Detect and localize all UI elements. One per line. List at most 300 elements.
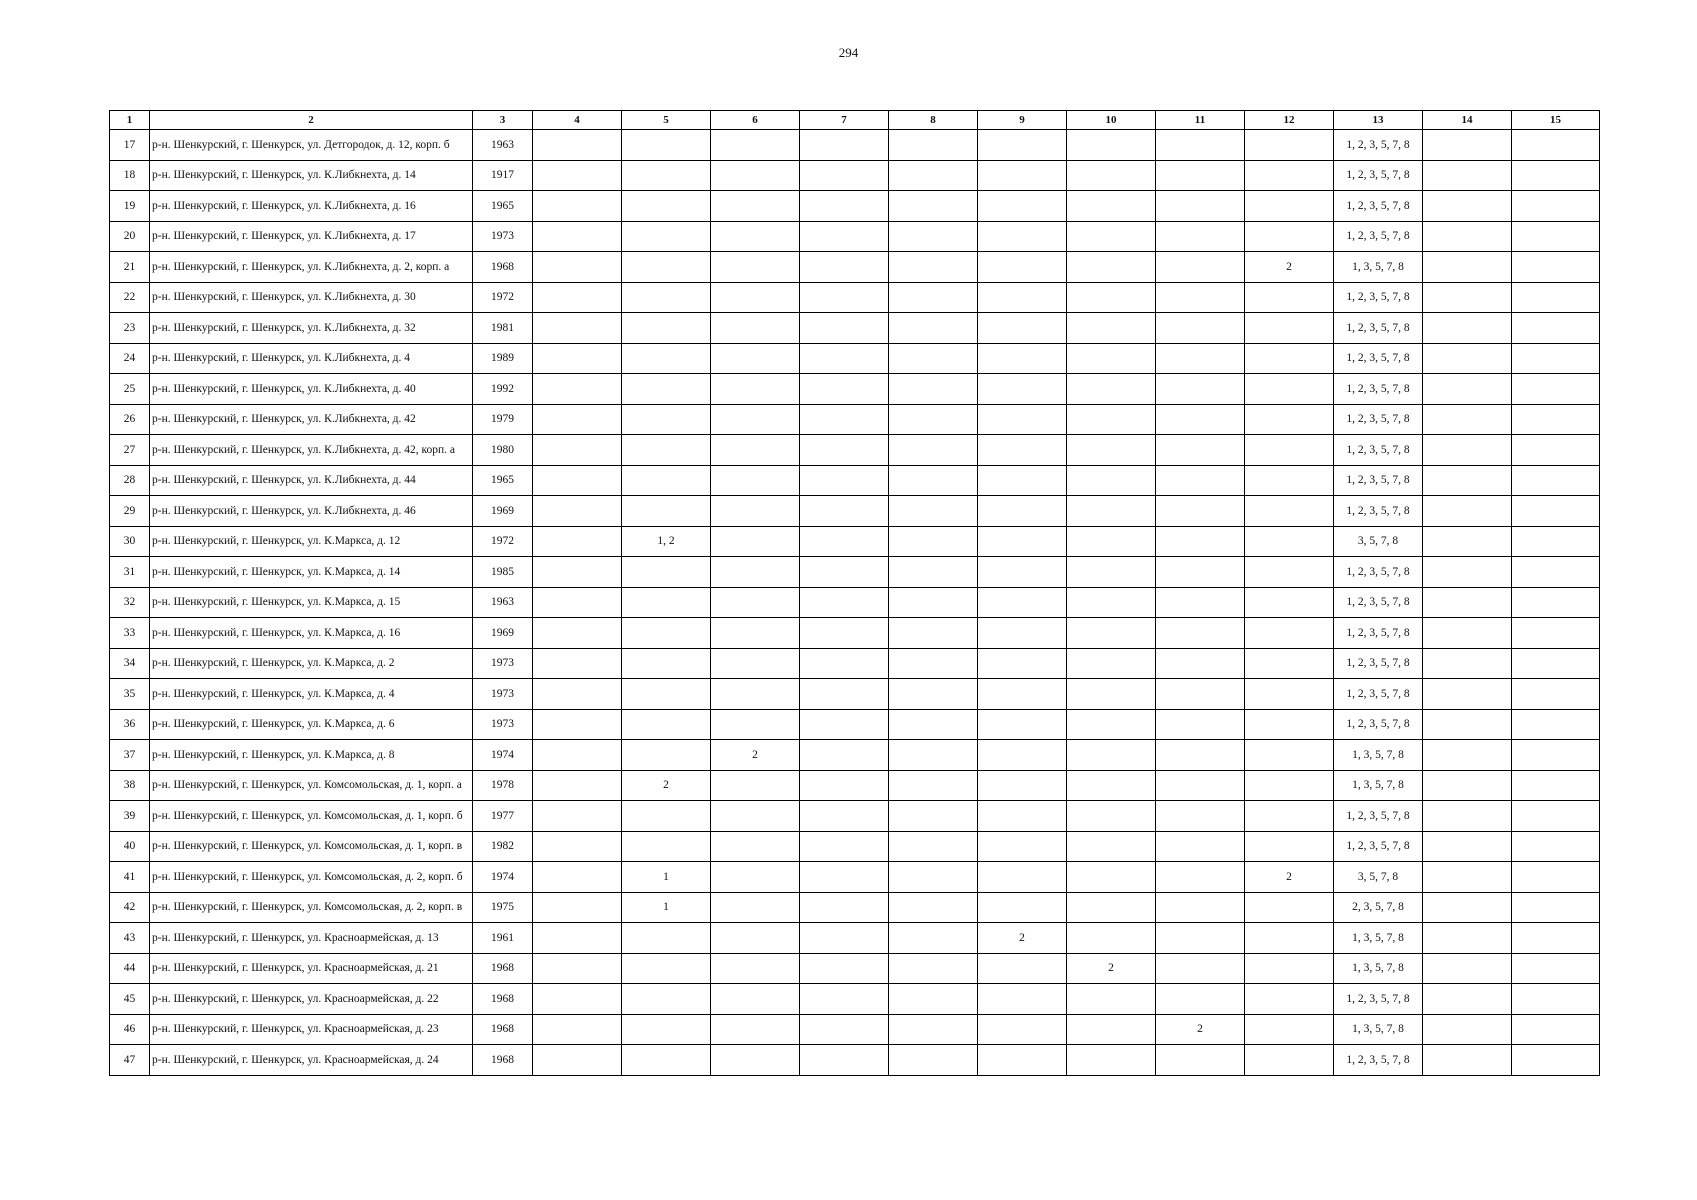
col13-cell: 1, 2, 3, 5, 7, 8 — [1334, 160, 1423, 191]
col6-cell — [711, 404, 800, 435]
col15-cell — [1512, 282, 1600, 313]
col12-cell — [1245, 313, 1334, 344]
col9-cell — [978, 160, 1067, 191]
col10-cell: 2 — [1067, 953, 1156, 984]
col6-cell — [711, 862, 800, 893]
year-cell: 1985 — [473, 557, 533, 588]
col13-cell: 1, 2, 3, 5, 7, 8 — [1334, 435, 1423, 466]
col4-cell — [533, 618, 622, 649]
col6-cell — [711, 648, 800, 679]
column-header: 5 — [622, 111, 711, 130]
year-cell: 1992 — [473, 374, 533, 405]
col10-cell — [1067, 221, 1156, 252]
col6-cell — [711, 953, 800, 984]
table-row — [110, 191, 1600, 222]
col13-cell: 1, 3, 5, 7, 8 — [1334, 923, 1423, 954]
col6-cell — [711, 770, 800, 801]
col8-cell — [889, 252, 978, 283]
col8-cell — [889, 160, 978, 191]
address-cell: р-н. Шенкурский, г. Шенкурск, ул. Детгородок, д. 12, корп. б — [150, 130, 473, 161]
year-cell: 1980 — [473, 435, 533, 466]
col11-cell — [1156, 160, 1245, 191]
col5-cell — [622, 618, 711, 649]
col6-cell: 2 — [711, 740, 800, 771]
year-cell: 1917 — [473, 160, 533, 191]
col10-cell — [1067, 709, 1156, 740]
col11-cell — [1156, 831, 1245, 862]
col5-cell — [622, 252, 711, 283]
col5-cell — [622, 740, 711, 771]
col7-cell — [800, 709, 889, 740]
address-cell: р-н. Шенкурский, г. Шенкурск, ул. К.Либкнехта, д. 46 — [150, 496, 473, 527]
col15-cell — [1512, 130, 1600, 161]
year-cell: 1969 — [473, 496, 533, 527]
address-cell: р-н. Шенкурский, г. Шенкурск, ул. К.Либкнехта, д. 44 — [150, 465, 473, 496]
col8-cell — [889, 404, 978, 435]
col11-cell — [1156, 496, 1245, 527]
col15-cell — [1512, 252, 1600, 283]
year-cell: 1968 — [473, 252, 533, 283]
col5-cell — [622, 1045, 711, 1076]
table-row — [110, 1014, 1600, 1045]
column-header: 9 — [978, 111, 1067, 130]
col9-cell — [978, 313, 1067, 344]
col14-cell — [1423, 587, 1512, 618]
col10-cell — [1067, 770, 1156, 801]
col7-cell — [800, 435, 889, 466]
col6-cell — [711, 923, 800, 954]
col5-cell — [622, 557, 711, 588]
col5-cell — [622, 282, 711, 313]
col6-cell — [711, 252, 800, 283]
col15-cell — [1512, 831, 1600, 862]
table-row — [110, 404, 1600, 435]
col7-cell — [800, 953, 889, 984]
year-cell: 1969 — [473, 618, 533, 649]
col6-cell — [711, 130, 800, 161]
col4-cell — [533, 374, 622, 405]
col11-cell — [1156, 679, 1245, 710]
col8-cell — [889, 435, 978, 466]
col7-cell — [800, 984, 889, 1015]
col12-cell — [1245, 282, 1334, 313]
col13-cell: 1, 2, 3, 5, 7, 8 — [1334, 282, 1423, 313]
col12-cell — [1245, 1014, 1334, 1045]
table-row — [110, 221, 1600, 252]
col10-cell — [1067, 984, 1156, 1015]
col4-cell — [533, 709, 622, 740]
col11-cell — [1156, 282, 1245, 313]
col13-cell: 1, 2, 3, 5, 7, 8 — [1334, 709, 1423, 740]
year-cell: 1989 — [473, 343, 533, 374]
col5-cell — [622, 374, 711, 405]
col9-cell — [978, 435, 1067, 466]
year-cell: 1963 — [473, 587, 533, 618]
col15-cell — [1512, 404, 1600, 435]
col5-cell — [622, 313, 711, 344]
col6-cell — [711, 587, 800, 618]
col9-cell — [978, 526, 1067, 557]
col9-cell — [978, 770, 1067, 801]
col8-cell — [889, 1014, 978, 1045]
col15-cell — [1512, 1014, 1600, 1045]
col15-cell — [1512, 557, 1600, 588]
col13-cell: 1, 2, 3, 5, 7, 8 — [1334, 801, 1423, 832]
col12-cell — [1245, 770, 1334, 801]
table-row — [110, 770, 1600, 801]
col15-cell — [1512, 953, 1600, 984]
table-row — [110, 618, 1600, 649]
col13-cell: 1, 2, 3, 5, 7, 8 — [1334, 831, 1423, 862]
col10-cell — [1067, 1045, 1156, 1076]
col4-cell — [533, 648, 622, 679]
col7-cell — [800, 404, 889, 435]
col11-cell — [1156, 404, 1245, 435]
col7-cell — [800, 465, 889, 496]
table-row — [110, 313, 1600, 344]
col15-cell — [1512, 770, 1600, 801]
col10-cell — [1067, 801, 1156, 832]
col15-cell — [1512, 862, 1600, 893]
col12-cell — [1245, 648, 1334, 679]
col11-cell — [1156, 618, 1245, 649]
address-cell: р-н. Шенкурский, г. Шенкурск, ул. К.Либкнехта, д. 14 — [150, 160, 473, 191]
col11-cell — [1156, 557, 1245, 588]
table-row — [110, 435, 1600, 466]
col4-cell — [533, 1014, 622, 1045]
row-number-cell: 25 — [110, 374, 150, 405]
col15-cell — [1512, 679, 1600, 710]
row-number-cell: 24 — [110, 343, 150, 374]
col10-cell — [1067, 282, 1156, 313]
col13-cell: 3, 5, 7, 8 — [1334, 526, 1423, 557]
col4-cell — [533, 252, 622, 283]
col15-cell — [1512, 709, 1600, 740]
col10-cell — [1067, 862, 1156, 893]
col12-cell — [1245, 526, 1334, 557]
col6-cell — [711, 892, 800, 923]
col10-cell — [1067, 892, 1156, 923]
col10-cell — [1067, 496, 1156, 527]
col11-cell — [1156, 740, 1245, 771]
col10-cell — [1067, 465, 1156, 496]
col5-cell — [622, 435, 711, 466]
col13-cell: 1, 2, 3, 5, 7, 8 — [1334, 587, 1423, 618]
col15-cell — [1512, 496, 1600, 527]
row-number-cell: 21 — [110, 252, 150, 283]
col10-cell — [1067, 923, 1156, 954]
address-cell: р-н. Шенкурский, г. Шенкурск, ул. Комсомольская, д. 1, корп. в — [150, 831, 473, 862]
row-number-cell: 31 — [110, 557, 150, 588]
col4-cell — [533, 1045, 622, 1076]
col12-cell: 2 — [1245, 862, 1334, 893]
col14-cell — [1423, 465, 1512, 496]
col15-cell — [1512, 740, 1600, 771]
year-cell: 1968 — [473, 1014, 533, 1045]
row-number-cell: 47 — [110, 1045, 150, 1076]
col15-cell — [1512, 465, 1600, 496]
column-header: 8 — [889, 111, 978, 130]
col14-cell — [1423, 953, 1512, 984]
col11-cell — [1156, 313, 1245, 344]
col13-cell: 1, 2, 3, 5, 7, 8 — [1334, 984, 1423, 1015]
col13-cell: 1, 2, 3, 5, 7, 8 — [1334, 404, 1423, 435]
col9-cell — [978, 984, 1067, 1015]
row-number-cell: 40 — [110, 831, 150, 862]
row-number-cell: 32 — [110, 587, 150, 618]
col8-cell — [889, 496, 978, 527]
col12-cell — [1245, 801, 1334, 832]
year-cell: 1977 — [473, 801, 533, 832]
table-row — [110, 130, 1600, 161]
col9-cell — [978, 496, 1067, 527]
col5-cell — [622, 801, 711, 832]
col13-cell: 1, 3, 5, 7, 8 — [1334, 953, 1423, 984]
col13-cell: 1, 2, 3, 5, 7, 8 — [1334, 313, 1423, 344]
col8-cell — [889, 557, 978, 588]
col5-cell — [622, 984, 711, 1015]
table-row — [110, 892, 1600, 923]
year-cell: 1975 — [473, 892, 533, 923]
col9-cell — [978, 648, 1067, 679]
col8-cell — [889, 953, 978, 984]
col4-cell — [533, 679, 622, 710]
col4-cell — [533, 770, 622, 801]
col4-cell — [533, 191, 622, 222]
col13-cell: 1, 2, 3, 5, 7, 8 — [1334, 1045, 1423, 1076]
col6-cell — [711, 1014, 800, 1045]
col7-cell — [800, 892, 889, 923]
col14-cell — [1423, 1045, 1512, 1076]
col5-cell: 1 — [622, 862, 711, 893]
col12-cell — [1245, 709, 1334, 740]
col9-cell — [978, 221, 1067, 252]
col10-cell — [1067, 740, 1156, 771]
col9-cell — [978, 465, 1067, 496]
col10-cell — [1067, 313, 1156, 344]
column-header: 12 — [1245, 111, 1334, 130]
table-row — [110, 557, 1600, 588]
col7-cell — [800, 679, 889, 710]
col10-cell — [1067, 618, 1156, 649]
col14-cell — [1423, 557, 1512, 588]
col12-cell — [1245, 465, 1334, 496]
col8-cell — [889, 892, 978, 923]
col10-cell — [1067, 831, 1156, 862]
col13-cell: 1, 3, 5, 7, 8 — [1334, 740, 1423, 771]
col8-cell — [889, 984, 978, 1015]
col4-cell — [533, 953, 622, 984]
col15-cell — [1512, 343, 1600, 374]
col11-cell — [1156, 221, 1245, 252]
col13-cell: 1, 2, 3, 5, 7, 8 — [1334, 465, 1423, 496]
col5-cell: 2 — [622, 770, 711, 801]
col8-cell — [889, 313, 978, 344]
col4-cell — [533, 557, 622, 588]
address-cell: р-н. Шенкурский, г. Шенкурск, ул. К.Либкнехта, д. 32 — [150, 313, 473, 344]
col6-cell — [711, 801, 800, 832]
col13-cell: 1, 2, 3, 5, 7, 8 — [1334, 374, 1423, 405]
col13-cell: 2, 3, 5, 7, 8 — [1334, 892, 1423, 923]
column-header: 13 — [1334, 111, 1423, 130]
col11-cell — [1156, 1045, 1245, 1076]
year-cell: 1979 — [473, 404, 533, 435]
col7-cell — [800, 862, 889, 893]
col8-cell — [889, 374, 978, 405]
col7-cell — [800, 313, 889, 344]
col5-cell — [622, 953, 711, 984]
address-cell: р-н. Шенкурский, г. Шенкурск, ул. Комсомольская, д. 2, корп. в — [150, 892, 473, 923]
col8-cell — [889, 526, 978, 557]
row-number-cell: 30 — [110, 526, 150, 557]
col9-cell — [978, 862, 1067, 893]
col14-cell — [1423, 648, 1512, 679]
col13-cell: 1, 2, 3, 5, 7, 8 — [1334, 679, 1423, 710]
row-number-cell: 39 — [110, 801, 150, 832]
col11-cell — [1156, 130, 1245, 161]
col14-cell — [1423, 679, 1512, 710]
col9-cell — [978, 557, 1067, 588]
column-header: 14 — [1423, 111, 1512, 130]
col14-cell — [1423, 252, 1512, 283]
col14-cell — [1423, 404, 1512, 435]
address-cell: р-н. Шенкурский, г. Шенкурск, ул. Комсомольская, д. 1, корп. а — [150, 770, 473, 801]
col10-cell — [1067, 557, 1156, 588]
row-number-cell: 27 — [110, 435, 150, 466]
col8-cell — [889, 191, 978, 222]
header-row — [110, 111, 1600, 130]
col12-cell — [1245, 831, 1334, 862]
col11-cell — [1156, 526, 1245, 557]
col9-cell — [978, 953, 1067, 984]
row-number-cell: 18 — [110, 160, 150, 191]
col8-cell — [889, 343, 978, 374]
col13-cell: 1, 3, 5, 7, 8 — [1334, 252, 1423, 283]
col4-cell — [533, 465, 622, 496]
row-number-cell: 28 — [110, 465, 150, 496]
col9-cell — [978, 191, 1067, 222]
col15-cell — [1512, 801, 1600, 832]
col10-cell — [1067, 191, 1156, 222]
col15-cell — [1512, 160, 1600, 191]
col14-cell — [1423, 740, 1512, 771]
col4-cell — [533, 923, 622, 954]
col8-cell — [889, 801, 978, 832]
table-row — [110, 862, 1600, 893]
row-number-cell: 37 — [110, 740, 150, 771]
col7-cell — [800, 221, 889, 252]
col7-cell — [800, 526, 889, 557]
col5-cell — [622, 648, 711, 679]
col12-cell — [1245, 618, 1334, 649]
col4-cell — [533, 343, 622, 374]
table-row — [110, 953, 1600, 984]
col14-cell — [1423, 343, 1512, 374]
col6-cell — [711, 557, 800, 588]
page-number: 294 — [838, 45, 859, 60]
col15-cell — [1512, 618, 1600, 649]
table-row — [110, 160, 1600, 191]
row-number-cell: 43 — [110, 923, 150, 954]
col10-cell — [1067, 435, 1156, 466]
col5-cell — [622, 496, 711, 527]
col13-cell: 1, 2, 3, 5, 7, 8 — [1334, 496, 1423, 527]
col4-cell — [533, 160, 622, 191]
year-cell: 1978 — [473, 770, 533, 801]
col15-cell — [1512, 435, 1600, 466]
col6-cell — [711, 679, 800, 710]
col4-cell — [533, 862, 622, 893]
address-cell: р-н. Шенкурский, г. Шенкурск, ул. Комсомольская, д. 1, корп. б — [150, 801, 473, 832]
col12-cell — [1245, 984, 1334, 1015]
col8-cell — [889, 221, 978, 252]
column-header: 7 — [800, 111, 889, 130]
col14-cell — [1423, 862, 1512, 893]
col15-cell — [1512, 923, 1600, 954]
col12-cell — [1245, 191, 1334, 222]
address-cell: р-н. Шенкурский, г. Шенкурск, ул. Красноармейская, д. 22 — [150, 984, 473, 1015]
col10-cell — [1067, 1014, 1156, 1045]
col10-cell — [1067, 160, 1156, 191]
col14-cell — [1423, 130, 1512, 161]
col15-cell — [1512, 648, 1600, 679]
col8-cell — [889, 618, 978, 649]
col5-cell — [622, 587, 711, 618]
column-header: 1 — [110, 111, 150, 130]
col5-cell: 1, 2 — [622, 526, 711, 557]
address-cell: р-н. Шенкурский, г. Шенкурск, ул. К.Маркса, д. 8 — [150, 740, 473, 771]
table-row — [110, 465, 1600, 496]
col13-cell: 1, 3, 5, 7, 8 — [1334, 770, 1423, 801]
col13-cell: 1, 2, 3, 5, 7, 8 — [1334, 557, 1423, 588]
col5-cell — [622, 160, 711, 191]
col14-cell — [1423, 191, 1512, 222]
col5-cell — [622, 923, 711, 954]
col8-cell — [889, 923, 978, 954]
col13-cell: 1, 2, 3, 5, 7, 8 — [1334, 618, 1423, 649]
col9-cell — [978, 252, 1067, 283]
col7-cell — [800, 557, 889, 588]
col11-cell — [1156, 191, 1245, 222]
col10-cell — [1067, 587, 1156, 618]
col10-cell — [1067, 252, 1156, 283]
col4-cell — [533, 130, 622, 161]
col9-cell — [978, 892, 1067, 923]
housing-table — [109, 110, 1600, 1076]
year-cell: 1961 — [473, 923, 533, 954]
col13-cell: 1, 2, 3, 5, 7, 8 — [1334, 648, 1423, 679]
col14-cell — [1423, 221, 1512, 252]
column-header: 3 — [473, 111, 533, 130]
col5-cell — [622, 465, 711, 496]
col12-cell — [1245, 892, 1334, 923]
col11-cell — [1156, 374, 1245, 405]
col6-cell — [711, 618, 800, 649]
col10-cell — [1067, 404, 1156, 435]
col15-cell — [1512, 984, 1600, 1015]
col7-cell — [800, 648, 889, 679]
col14-cell — [1423, 923, 1512, 954]
col6-cell — [711, 465, 800, 496]
row-number-cell: 33 — [110, 618, 150, 649]
col9-cell — [978, 1045, 1067, 1076]
col6-cell — [711, 496, 800, 527]
table-row — [110, 648, 1600, 679]
address-cell: р-н. Шенкурский, г. Шенкурск, ул. К.Маркса, д. 16 — [150, 618, 473, 649]
col8-cell — [889, 465, 978, 496]
col12-cell — [1245, 953, 1334, 984]
col13-cell: 1, 3, 5, 7, 8 — [1334, 1014, 1423, 1045]
